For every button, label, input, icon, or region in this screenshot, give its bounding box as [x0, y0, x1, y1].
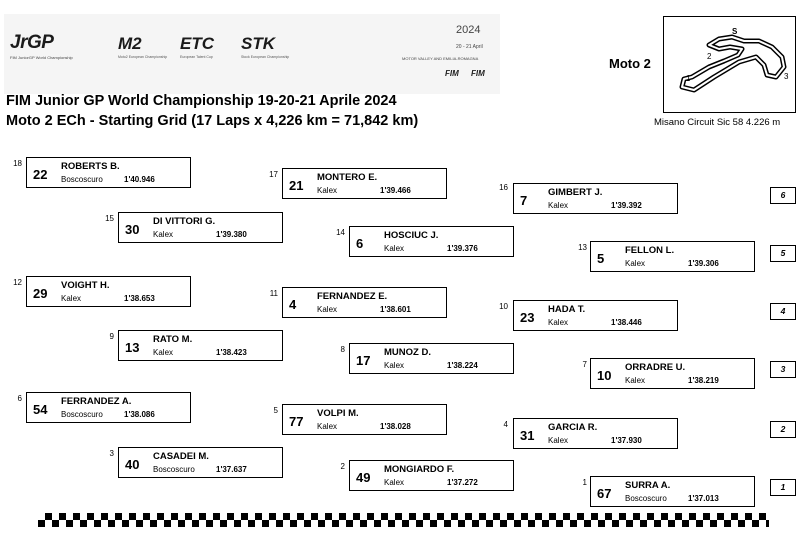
row-marker-2: 2 [770, 421, 796, 438]
fim-logo-secondary: FIM [471, 69, 485, 78]
row-marker-6: 6 [770, 187, 796, 204]
rider-time: 1'39.466 [380, 186, 411, 195]
grid-position: 5 [273, 406, 278, 415]
rider-name: HOSCIUC J. [384, 230, 439, 241]
rider-number: 54 [33, 402, 48, 417]
grid-slot-11[interactable] [282, 287, 447, 318]
jrgp-logo-subtitle: FIM JuniorGP World Championship [10, 55, 73, 60]
rider-name: MUNOZ D. [384, 347, 431, 358]
grid-position: 12 [13, 278, 22, 287]
fim-logo: FIM [445, 69, 459, 78]
grid-position: 2 [340, 462, 345, 471]
grid-position: 3 [109, 449, 114, 458]
page-subtitle: Moto 2 ECh - Starting Grid (17 Laps x 4,226 km = 71,842 km) [6, 113, 419, 129]
rider-team: Boscoscuro [153, 465, 195, 474]
grid-slot-3[interactable] [118, 447, 283, 478]
rider-time: 1'38.219 [688, 376, 719, 385]
etc-logo: ETC [180, 34, 214, 53]
rider-time: 1'37.013 [688, 494, 719, 503]
rider-name: HADA T. [548, 304, 586, 315]
sector-3-label: 3 [784, 72, 789, 81]
rider-number: 6 [356, 236, 364, 251]
event-year: 2024 [456, 24, 481, 36]
grid-slot-5[interactable] [282, 404, 447, 435]
rider-name: VOIGHT H. [61, 280, 110, 291]
rider-time: 1'39.306 [688, 259, 719, 268]
rider-name: FERRANDEZ A. [61, 396, 132, 407]
rider-time: 1'38.423 [216, 348, 247, 357]
circuit-layout-icon [664, 17, 795, 112]
grid-slot-10[interactable] [513, 300, 678, 331]
rider-number: 10 [597, 368, 612, 383]
rider-name: GIMBERT J. [548, 187, 603, 198]
rider-number: 23 [520, 310, 535, 325]
track-map [663, 16, 796, 113]
rider-team: Boscoscuro [61, 410, 103, 419]
rider-team: Kalex [625, 259, 646, 268]
rider-time: 1'38.224 [447, 361, 478, 370]
rider-time: 1'37.637 [216, 465, 247, 474]
rider-number: 77 [289, 414, 304, 429]
grid-position: 14 [336, 228, 345, 237]
rider-name: CASADEI M. [153, 451, 209, 462]
rider-number: 67 [597, 486, 612, 501]
rider-time: 1'37.930 [611, 436, 642, 445]
row-marker-5: 5 [770, 245, 796, 262]
rider-time: 1'37.272 [447, 478, 478, 487]
event-venue: MOTOR VALLEY AND EMILIA-ROMAGNA [402, 56, 479, 61]
sector-2-label: 2 [707, 52, 712, 61]
rider-team: Kalex [153, 348, 174, 357]
row-marker-4: 4 [770, 303, 796, 320]
rider-name: FELLON L. [625, 245, 675, 256]
grid-slot-16[interactable] [513, 183, 678, 214]
grid-slot-14[interactable] [349, 226, 514, 257]
rider-team: Kalex [384, 361, 405, 370]
rider-team: Kalex [153, 230, 174, 239]
row-marker-1: 1 [770, 479, 796, 496]
grid-slot-17[interactable] [282, 168, 447, 199]
grid-position: 7 [582, 360, 587, 369]
grid-position: 17 [269, 170, 278, 179]
rider-time: 1'39.380 [216, 230, 247, 239]
grid-position: 4 [503, 420, 508, 429]
rider-time: 1'38.028 [380, 422, 411, 431]
rider-number: 13 [125, 340, 140, 355]
rider-name: FERNANDEZ E. [317, 291, 388, 302]
moto2-logo: M2 [118, 34, 142, 53]
grid-position: 6 [17, 394, 22, 403]
row-marker-3: 3 [770, 361, 796, 378]
series-logos [4, 14, 500, 94]
grid-slot-15[interactable] [118, 212, 283, 243]
grid-slot-13[interactable] [590, 241, 755, 272]
grid-position: 8 [340, 345, 345, 354]
rider-name: SURRA A. [625, 480, 671, 491]
grid-slot-7[interactable] [590, 358, 755, 389]
rider-team: Kalex [384, 244, 405, 253]
rider-name: VOLPI M. [317, 408, 359, 419]
rider-name: ROBERTS B. [61, 161, 120, 172]
rider-team: Kalex [61, 294, 82, 303]
stk-logo: STK [241, 34, 275, 53]
rider-number: 21 [289, 178, 304, 193]
rider-number: 29 [33, 286, 48, 301]
grid-position: 10 [499, 302, 508, 311]
rider-team: Kalex [625, 376, 646, 385]
grid-position: 18 [13, 159, 22, 168]
class-label: Moto 2 [609, 56, 651, 71]
rider-time: 1'38.446 [611, 318, 642, 327]
rider-team: Boscoscuro [625, 494, 667, 503]
rider-name: MONTERO E. [317, 172, 378, 183]
rider-team: Kalex [317, 422, 338, 431]
rider-number: 17 [356, 353, 371, 368]
rider-number: 7 [520, 193, 528, 208]
rider-time: 1'38.601 [380, 305, 411, 314]
rider-number: 22 [33, 167, 48, 182]
rider-name: DI VITTORI G. [153, 216, 216, 227]
rider-time: 1'38.086 [124, 410, 155, 419]
grid-position: 1 [582, 478, 587, 487]
sector-1-label: 1 [686, 74, 691, 83]
rider-team: Kalex [317, 186, 338, 195]
rider-team: Kalex [317, 305, 338, 314]
rider-team: Kalex [548, 436, 569, 445]
rider-number: 49 [356, 470, 371, 485]
rider-name: MONGIARDO F. [384, 464, 455, 475]
rider-number: 5 [597, 251, 605, 266]
etc-logo-subtitle: European Talent Cup [180, 55, 213, 59]
rider-name: ORRADRE U. [625, 362, 686, 373]
grid-slot-1[interactable] [590, 476, 755, 507]
grid-slot-4[interactable] [513, 418, 678, 449]
checkered-line [38, 513, 769, 527]
grid-slot-8[interactable] [349, 343, 514, 374]
rider-time: 1'39.376 [447, 244, 478, 253]
rider-team: Boscoscuro [61, 175, 103, 184]
rider-name: GARCIA R. [548, 422, 598, 433]
start-label: S [732, 27, 738, 36]
grid-position: 13 [578, 243, 587, 252]
event-dates: 20 - 21 April [456, 44, 483, 50]
grid-position: 16 [499, 183, 508, 192]
stk-logo-subtitle: Stock European Championship [241, 55, 290, 59]
rider-name: RATO M. [153, 334, 193, 345]
rider-number: 4 [289, 297, 297, 312]
rider-team: Kalex [548, 201, 569, 210]
grid-slot-6[interactable] [26, 392, 191, 423]
jrgp-logo: JrGP [10, 32, 54, 53]
rider-time: 1'38.653 [124, 294, 155, 303]
grid-position: 11 [269, 289, 278, 298]
rider-team: Kalex [384, 478, 405, 487]
rider-time: 1'39.392 [611, 201, 642, 210]
rider-time: 1'40.946 [124, 175, 155, 184]
rider-number: 31 [520, 428, 535, 443]
moto2-logo-subtitle: Moto2 European Championship [118, 55, 168, 59]
page-title: FIM Junior GP World Championship 19-20-21 Aprile 2024 [6, 93, 397, 109]
grid-slot-2[interactable] [349, 460, 514, 491]
grid-position: 9 [109, 332, 114, 341]
circuit-label: Misano Circuit Sic 58 4.226 m [654, 117, 781, 128]
rider-number: 30 [125, 222, 140, 237]
grid-position: 15 [105, 214, 114, 223]
rider-number: 40 [125, 457, 140, 472]
rider-team: Kalex [548, 318, 569, 327]
grid-slot-9[interactable] [118, 330, 283, 361]
grid-slot-18[interactable] [26, 157, 191, 188]
grid-slot-12[interactable] [26, 276, 191, 307]
